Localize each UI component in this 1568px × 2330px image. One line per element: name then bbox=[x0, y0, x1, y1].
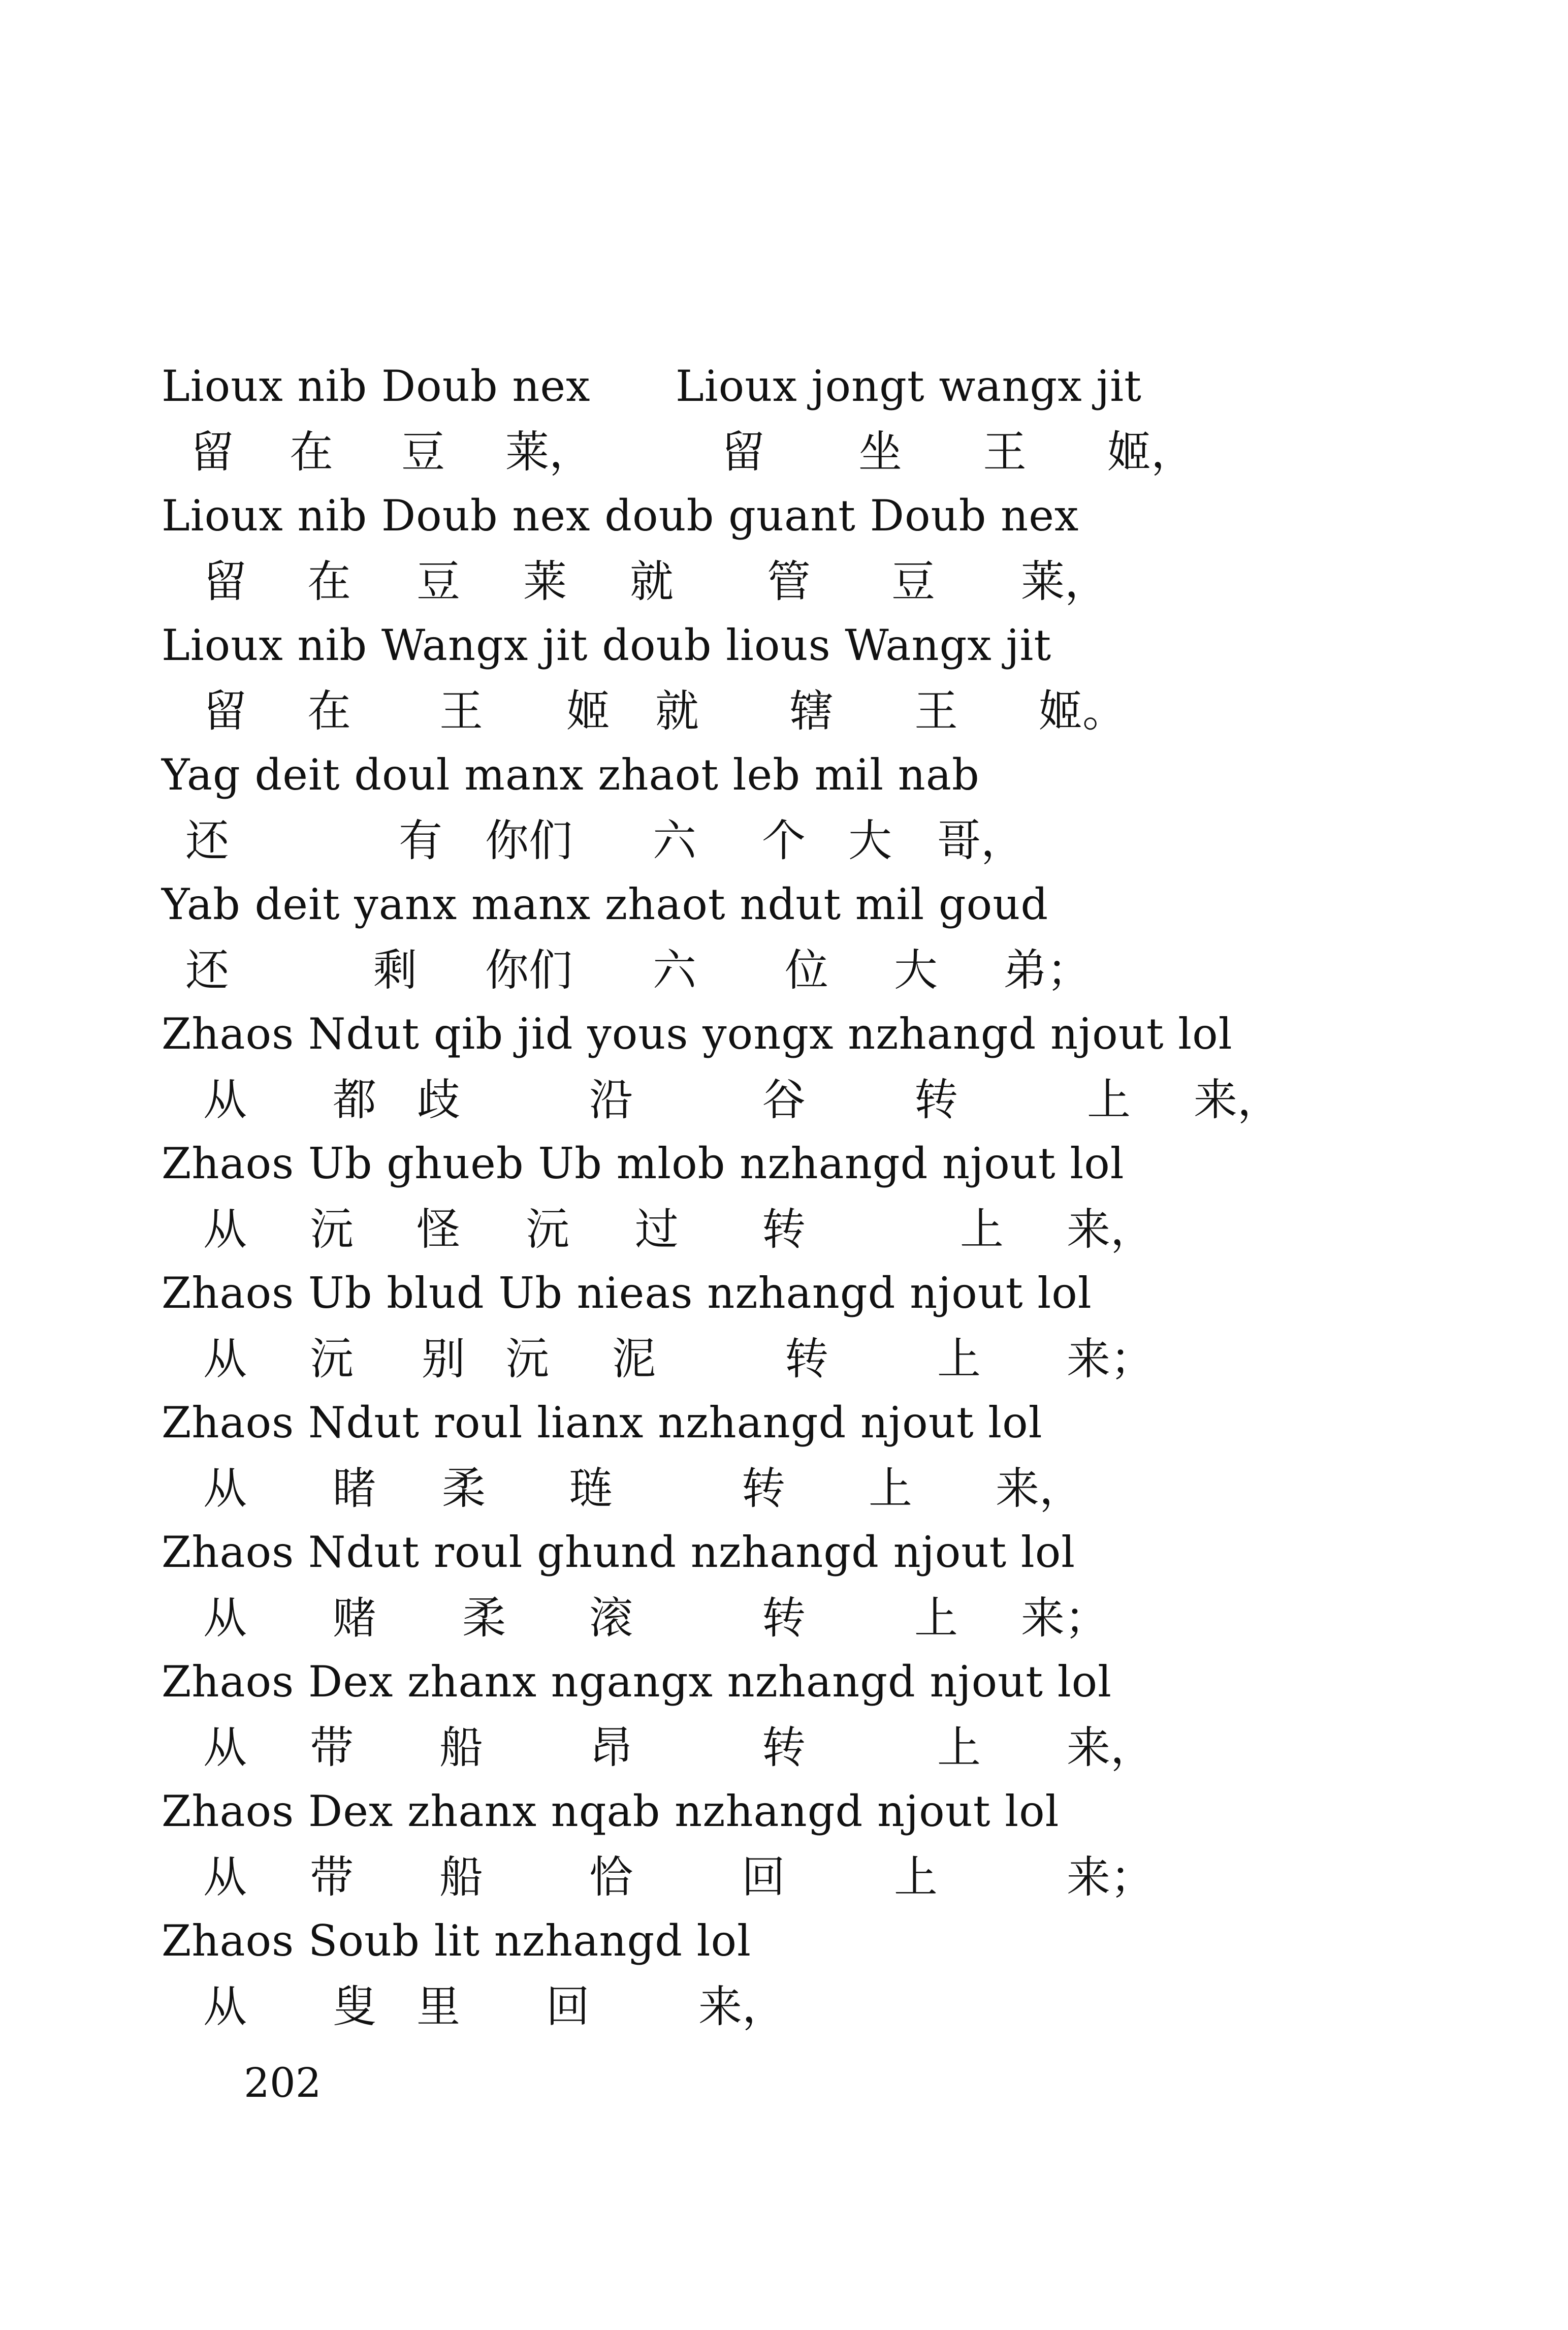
chinese-line bbox=[0, 1976, 1568, 2053]
chinese-char: 位 bbox=[785, 945, 828, 996]
chinese-char: 来； bbox=[1067, 1334, 1154, 1384]
chinese-char: 转 bbox=[762, 1204, 806, 1255]
romanized-text: Zhaos Dex zhanx ngangx nzhangd njout lol bbox=[162, 1657, 1112, 1707]
chinese-char: 就 bbox=[655, 686, 699, 737]
chinese-char: 上 bbox=[937, 1722, 981, 1773]
chinese-char: 剩 bbox=[373, 945, 417, 996]
chinese-char: 还 bbox=[185, 945, 229, 996]
chinese-char: 谷 bbox=[762, 1075, 806, 1125]
chinese-char: 上 bbox=[937, 1334, 981, 1384]
chinese-char: 柔 bbox=[442, 1463, 486, 1514]
chinese-char: 从 bbox=[203, 1593, 247, 1644]
chinese-char: 从 bbox=[203, 1334, 247, 1384]
romanized-line bbox=[0, 1522, 1568, 1598]
chinese-char: 船 bbox=[439, 1852, 483, 1903]
chinese-char: 睹 bbox=[333, 1463, 376, 1514]
chinese-char: 个 bbox=[762, 815, 806, 866]
chinese-char: 沅 bbox=[505, 1334, 549, 1384]
romanized-line bbox=[0, 1781, 1568, 1857]
chinese-char: 来， bbox=[698, 1981, 786, 2032]
chinese-char: 上 bbox=[1087, 1075, 1131, 1125]
chinese-char: 在 bbox=[290, 427, 333, 478]
romanized-text: Zhaos Ndut qib jid yous yongx nzhangd njout lol bbox=[162, 1009, 1233, 1059]
chinese-char: 沅 bbox=[310, 1334, 354, 1384]
chinese-char: 你们 bbox=[485, 945, 572, 996]
chinese-char: 带 bbox=[310, 1722, 354, 1773]
chinese-char: 歧 bbox=[417, 1075, 460, 1125]
chinese-char: 上 bbox=[960, 1204, 1004, 1255]
romanized-line bbox=[0, 485, 1568, 561]
romanized-text: Zhaos Dex zhanx nqab nzhangd njout lol bbox=[162, 1786, 1060, 1836]
chinese-char: 转 bbox=[785, 1334, 828, 1384]
chinese-char: 沅 bbox=[310, 1204, 354, 1255]
chinese-char: 叟 bbox=[333, 1981, 376, 2032]
romanized-line bbox=[0, 615, 1568, 691]
chinese-char: 从 bbox=[203, 1852, 247, 1903]
chinese-char: 还 bbox=[185, 815, 229, 866]
chinese-char: 别 bbox=[422, 1334, 465, 1384]
chinese-char: 来； bbox=[1067, 1852, 1154, 1903]
chinese-char: 上 bbox=[894, 1852, 938, 1903]
romanized-text: Lioux nib Doub nex bbox=[162, 361, 591, 411]
romanized-text: Lioux jongt wangx jit bbox=[676, 361, 1142, 411]
chinese-char: 上 bbox=[914, 1593, 958, 1644]
chinese-char: 怪 bbox=[417, 1204, 460, 1255]
chinese-char: 从 bbox=[203, 1075, 247, 1125]
chinese-char: 留 bbox=[203, 686, 247, 737]
chinese-char: 滚 bbox=[589, 1593, 633, 1644]
chinese-char: 恰 bbox=[589, 1852, 633, 1903]
romanized-text: Lioux nib Doub nex doub guant Doub nex bbox=[162, 491, 1079, 541]
chinese-char: 来， bbox=[996, 1463, 1083, 1514]
chinese-char: 琏 bbox=[569, 1463, 613, 1514]
chinese-char: 莱， bbox=[505, 427, 593, 478]
chinese-char: 转 bbox=[914, 1075, 958, 1125]
chinese-char: 莱， bbox=[1021, 556, 1108, 607]
chinese-char: 从 bbox=[203, 1204, 247, 1255]
chinese-char: 泥 bbox=[612, 1334, 656, 1384]
romanized-line bbox=[0, 1003, 1568, 1080]
chinese-char: 沿 bbox=[589, 1075, 633, 1125]
romanized-text: Zhaos Ndut roul ghund nzhangd njout lol bbox=[162, 1527, 1076, 1577]
chinese-char: 船 bbox=[439, 1722, 483, 1773]
romanized-line bbox=[0, 1651, 1568, 1727]
chinese-char: 来， bbox=[1067, 1204, 1154, 1255]
romanized-line bbox=[0, 1392, 1568, 1468]
chinese-char: 哥， bbox=[937, 815, 1025, 866]
chinese-char: 来， bbox=[1067, 1722, 1154, 1773]
chinese-char: 转 bbox=[762, 1722, 806, 1773]
chinese-char: 王 bbox=[439, 686, 483, 737]
chinese-char: 坐 bbox=[858, 427, 902, 478]
chinese-char: 上 bbox=[869, 1463, 912, 1514]
romanized-text: Zhaos Soub lit nzhangd lol bbox=[162, 1916, 751, 1966]
chinese-char: 管 bbox=[767, 556, 811, 607]
romanized-line bbox=[0, 1263, 1568, 1339]
romanized-line bbox=[0, 1910, 1568, 1987]
romanized-text: Zhaos Ub blud Ub nieas nzhangd njout lol bbox=[162, 1268, 1092, 1318]
chinese-char: 里 bbox=[417, 1981, 460, 2032]
chinese-char: 赌 bbox=[333, 1593, 376, 1644]
chinese-char: 从 bbox=[203, 1463, 247, 1514]
romanized-line bbox=[0, 744, 1568, 821]
chinese-char: 昂 bbox=[589, 1722, 633, 1773]
romanized-line bbox=[0, 1133, 1568, 1209]
romanized-text: Zhaos Ndut roul lianx nzhangd njout lol bbox=[162, 1398, 1043, 1447]
chinese-char: 留 bbox=[190, 427, 234, 478]
chinese-char: 来； bbox=[1021, 1593, 1108, 1644]
chinese-char: 带 bbox=[310, 1852, 354, 1903]
chinese-char: 都 bbox=[333, 1075, 376, 1125]
chinese-char: 过 bbox=[635, 1204, 679, 1255]
chinese-char: 姬， bbox=[1107, 427, 1195, 478]
chinese-char: 留 bbox=[721, 427, 765, 478]
chinese-char: 沅 bbox=[526, 1204, 569, 1255]
chinese-char: 豆 bbox=[891, 556, 935, 607]
chinese-char: 六 bbox=[653, 815, 696, 866]
chinese-char: 在 bbox=[307, 686, 351, 737]
chinese-char: 在 bbox=[307, 556, 351, 607]
romanized-text: Lioux nib Wangx jit doub lious Wangx jit bbox=[162, 620, 1052, 670]
chinese-char: 大 bbox=[894, 945, 938, 996]
chinese-char: 留 bbox=[203, 556, 247, 607]
chinese-char: 回 bbox=[742, 1852, 785, 1903]
chinese-char: 豆 bbox=[401, 427, 445, 478]
chinese-char: 莱 bbox=[523, 556, 567, 607]
romanized-line bbox=[0, 874, 1568, 950]
chinese-char: 六 bbox=[653, 945, 696, 996]
chinese-char: 王 bbox=[914, 686, 958, 737]
chinese-char: 来， bbox=[1194, 1075, 1281, 1125]
chinese-char: 辖 bbox=[790, 686, 834, 737]
chinese-char: 有 bbox=[399, 815, 442, 866]
chinese-char: 大 bbox=[848, 815, 892, 866]
chinese-char: 豆 bbox=[417, 556, 460, 607]
chinese-char: 转 bbox=[762, 1593, 806, 1644]
chinese-char: 就 bbox=[630, 556, 674, 607]
chinese-char: 你们 bbox=[485, 815, 572, 866]
chinese-char: 弟； bbox=[1003, 945, 1091, 996]
chinese-char: 姬 bbox=[566, 686, 610, 737]
romanized-line bbox=[0, 356, 1568, 432]
chinese-char: 从 bbox=[203, 1722, 247, 1773]
romanized-text: Yab deit yanx manx zhaot ndut mil goud bbox=[162, 879, 1049, 929]
chinese-char: 王 bbox=[983, 427, 1027, 478]
chinese-char: 柔 bbox=[462, 1593, 506, 1644]
page-number: 202 bbox=[244, 2059, 322, 2106]
romanized-text: Yag deit doul manx zhaot leb mil nab bbox=[162, 750, 980, 800]
chinese-char: 从 bbox=[203, 1981, 247, 2032]
chinese-char: 姬。 bbox=[1039, 686, 1126, 737]
chinese-char: 回 bbox=[546, 1981, 590, 2032]
chinese-char: 转 bbox=[742, 1463, 785, 1514]
romanized-text: Zhaos Ub ghueb Ub mlob nzhangd njout lol bbox=[162, 1139, 1125, 1188]
